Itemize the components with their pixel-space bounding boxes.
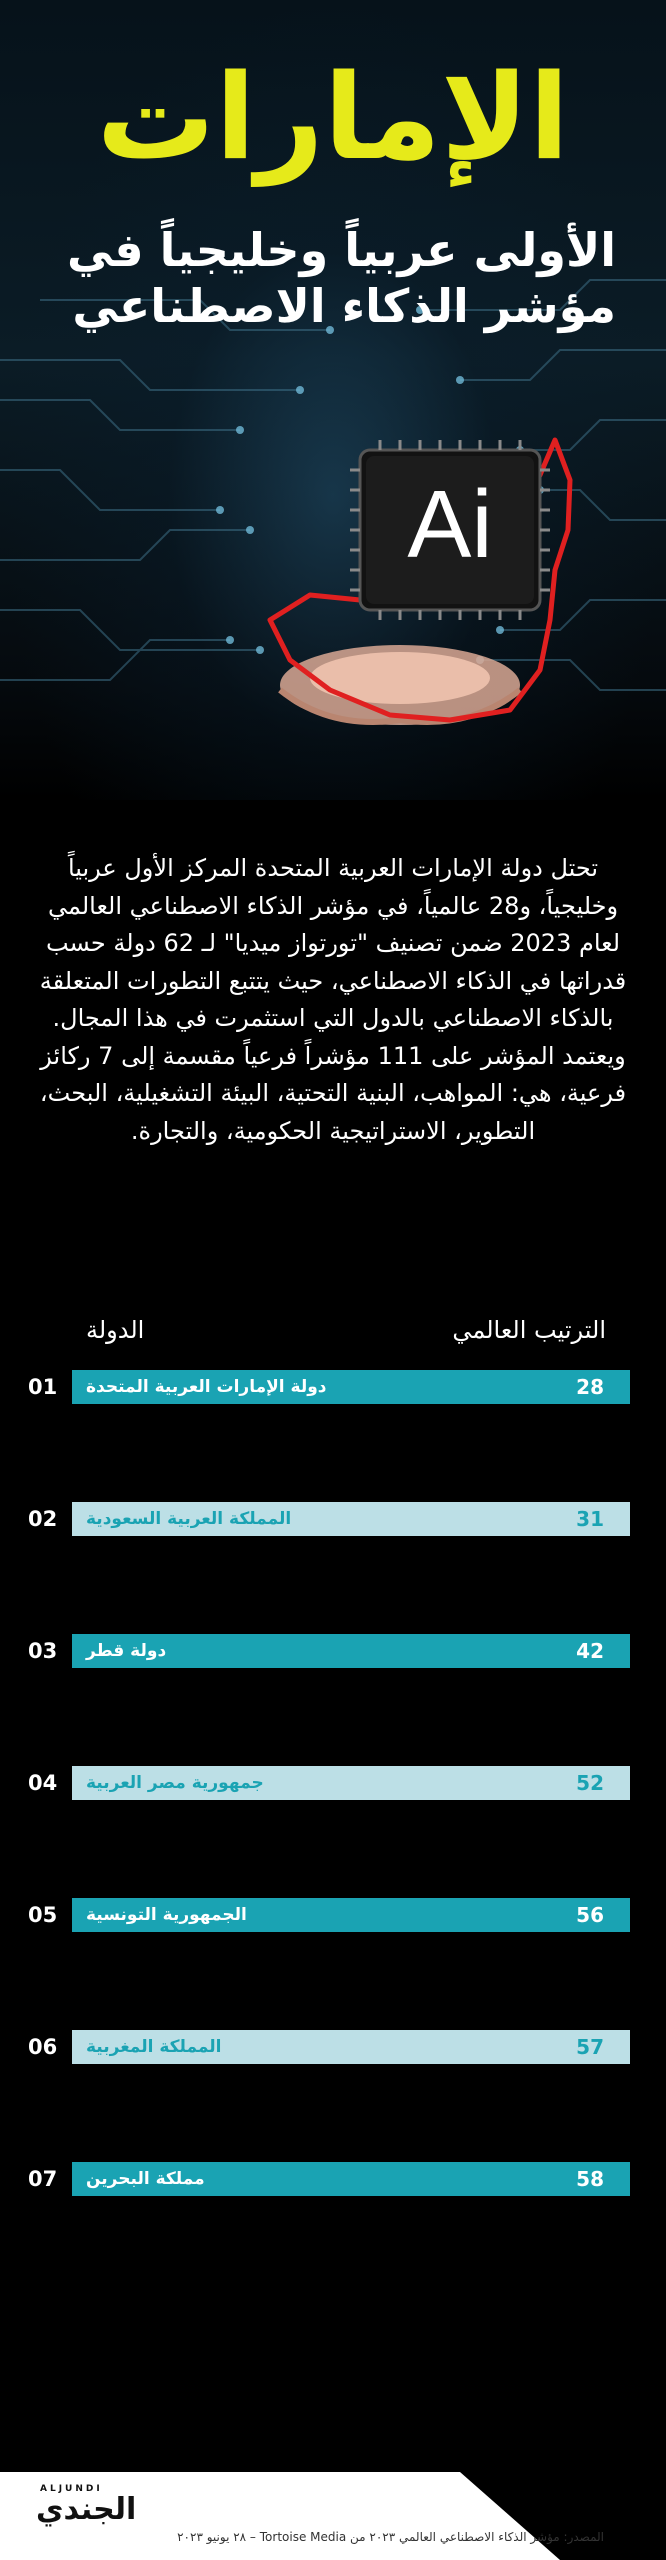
ai-chip-label: Ai — [407, 471, 493, 578]
row-bar — [72, 1370, 630, 1404]
logo-latin-text: ALJUNDI — [40, 2484, 103, 2494]
row-bar — [72, 2162, 630, 2196]
global-rank: 57 — [576, 2035, 604, 2059]
country-name: مملكة البحرين — [86, 2169, 205, 2189]
row-number: 04 — [28, 1771, 58, 1795]
country-name: دولة الإمارات العربية المتحدة — [86, 1377, 327, 1397]
table-row — [0, 1766, 666, 1800]
country-name: المملكة العربية السعودية — [86, 1509, 292, 1529]
row-number: 06 — [28, 2035, 58, 2059]
page-title: الإمارات — [96, 48, 570, 186]
row-bar — [72, 1502, 630, 1536]
intro-paragraph: تحتل دولة الإمارات العربية المتحدة المركز الأول عربياً وخليجياً، و28 عالمياً، في مؤشر الذكاء الاصطناعي العالمي لعام 2023 ضمن تصنيف "تورتواز ميديا" لـ 62 دولة حسب قدراتها في الذكاء الاصطناعي، حيث يتتبع التطورات المتعلقة بالذكاء الاصطناعي بالدول التي استثمرت في هذا المجال. ويعتمد المؤشر على 111 مؤشراً فرعياً مقسمة إلى 7 ركائز فرعية، هي: المواهب، البنية التحتية، البيئة التشغيلية، البحث، التطوير، الاستراتيجية الحكومية، والتجارة. — [39, 854, 627, 1145]
country-column-header: الدولة — [86, 1316, 145, 1344]
country-name: دولة قطر — [86, 1641, 167, 1661]
table-row — [0, 2162, 666, 2196]
hero-section — [0, 0, 666, 800]
logo: الجندي — [36, 2492, 137, 2527]
page-subtitle: الأولى عربياً وخليجياً في مؤشر الذكاء الاصطناعي — [67, 223, 616, 333]
rank-column-header: الترتيب العالمي — [452, 1316, 606, 1344]
global-rank: 31 — [576, 1507, 604, 1531]
table-row — [0, 1898, 666, 1932]
global-rank: 58 — [576, 2167, 604, 2191]
country-name: المملكة المغربية — [86, 2037, 222, 2057]
row-number: 02 — [28, 1507, 58, 1531]
row-bar — [72, 2030, 630, 2064]
country-name: الجمهورية التونسية — [86, 1905, 247, 1925]
global-rank: 28 — [576, 1375, 604, 1399]
row-bar — [72, 1634, 630, 1668]
row-number: 07 — [28, 2167, 58, 2191]
global-rank: 56 — [576, 1903, 604, 1927]
table-row — [0, 1502, 666, 1536]
table-row — [0, 2030, 666, 2064]
global-rank: 52 — [576, 1771, 604, 1795]
country-name: جمهورية مصر العربية — [86, 1773, 264, 1793]
row-number: 05 — [28, 1903, 58, 1927]
row-number: 01 — [28, 1375, 58, 1399]
row-number: 03 — [28, 1639, 58, 1663]
row-bar — [72, 1766, 630, 1800]
table-row — [0, 1370, 666, 1404]
row-bar — [72, 1898, 630, 1932]
table-row — [0, 1634, 666, 1668]
source-credit: المصدر: مؤشر الذكاء الاصطناعي العالمي ٢٠٢٣ من Tortoise Media – ٢٨ يونيو ٢٠٢٣ — [177, 2530, 604, 2544]
global-rank: 42 — [576, 1639, 604, 1663]
